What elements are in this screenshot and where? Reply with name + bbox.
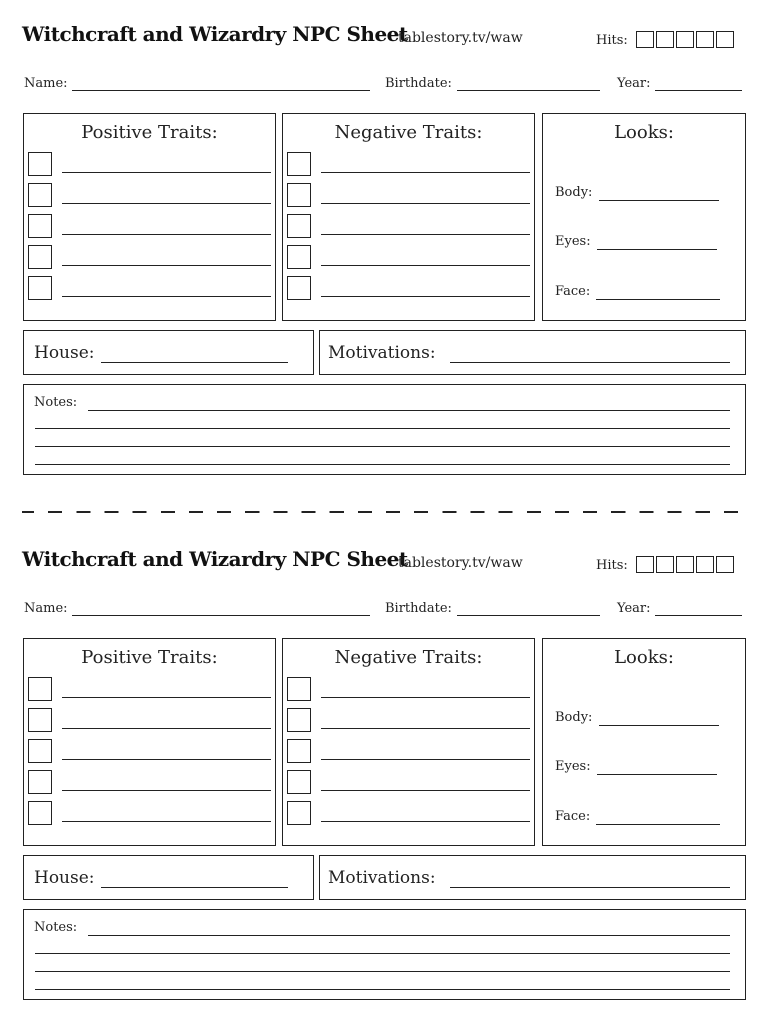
trait-row	[28, 708, 271, 734]
trait-checkbox[interactable]	[287, 770, 311, 794]
notes-box	[23, 384, 746, 475]
trait-checkbox[interactable]	[287, 276, 311, 300]
hit-checkbox[interactable]	[716, 31, 734, 48]
house-box	[23, 330, 314, 375]
face-label: Face:	[555, 284, 591, 299]
hit-checkbox[interactable]	[656, 31, 674, 48]
trait-field[interactable]	[62, 790, 271, 791]
body-field[interactable]	[599, 725, 719, 726]
trait-row	[28, 245, 271, 271]
face-field[interactable]	[596, 299, 720, 300]
trait-checkbox[interactable]	[287, 183, 311, 207]
notes-field[interactable]	[35, 446, 730, 447]
trait-field[interactable]	[62, 265, 271, 266]
trait-row	[287, 708, 530, 734]
hit-checkbox[interactable]	[696, 556, 714, 573]
motivations-label: Motivations:	[328, 343, 436, 363]
trait-row	[287, 739, 530, 765]
trait-checkbox[interactable]	[28, 214, 52, 238]
trait-field[interactable]	[321, 265, 530, 266]
hit-checkbox[interactable]	[716, 556, 734, 573]
motivations-field[interactable]	[450, 887, 730, 888]
trait-checkbox[interactable]	[28, 152, 52, 176]
trait-field[interactable]	[321, 728, 530, 729]
name-label: Name:	[24, 76, 68, 91]
year-field[interactable]	[655, 90, 742, 91]
birthdate-field[interactable]	[457, 90, 600, 91]
trait-checkbox[interactable]	[28, 739, 52, 763]
trait-row	[28, 770, 271, 796]
site-url: tablestory.tv/waw	[398, 555, 523, 571]
trait-field[interactable]	[321, 203, 530, 204]
birthdate-label: Birthdate:	[385, 76, 452, 91]
hits-label: Hits:	[596, 558, 628, 573]
trait-row	[287, 801, 530, 827]
trait-checkbox[interactable]	[28, 801, 52, 825]
body-field[interactable]	[599, 200, 719, 201]
cut-line-divider	[22, 511, 748, 513]
positive-traits-heading: Positive Traits:	[81, 647, 218, 668]
notes-field[interactable]	[35, 989, 730, 990]
trait-row	[28, 801, 271, 827]
trait-field[interactable]	[321, 790, 530, 791]
notes-field[interactable]	[88, 935, 730, 936]
name-field[interactable]	[72, 90, 370, 91]
trait-checkbox[interactable]	[287, 214, 311, 238]
notes-field[interactable]	[88, 410, 730, 411]
trait-field[interactable]	[62, 234, 271, 235]
face-field[interactable]	[596, 824, 720, 825]
trait-row	[287, 677, 530, 703]
notes-label: Notes:	[34, 395, 78, 410]
trait-row	[287, 245, 530, 271]
trait-row	[287, 214, 530, 240]
house-field[interactable]	[101, 887, 288, 888]
trait-checkbox[interactable]	[28, 677, 52, 701]
hits-tracker	[636, 31, 736, 48]
notes-field[interactable]	[35, 428, 730, 429]
notes-field[interactable]	[35, 971, 730, 972]
trait-field[interactable]	[62, 172, 271, 173]
motivations-box	[319, 855, 746, 900]
negative-traits-box	[282, 113, 535, 321]
trait-field[interactable]	[321, 172, 530, 173]
positive-traits-heading: Positive Traits:	[81, 122, 218, 143]
eyes-label: Eyes:	[555, 234, 591, 249]
negative-traits-heading: Negative Traits:	[334, 647, 483, 668]
trait-row	[28, 677, 271, 703]
trait-field[interactable]	[62, 203, 271, 204]
house-label: House:	[34, 343, 95, 363]
looks-heading: Looks:	[614, 647, 674, 668]
negative-traits-box	[282, 638, 535, 846]
trait-row	[28, 152, 271, 178]
trait-checkbox[interactable]	[287, 739, 311, 763]
motivations-field[interactable]	[450, 362, 730, 363]
trait-checkbox[interactable]	[287, 245, 311, 269]
trait-checkbox[interactable]	[287, 801, 311, 825]
name-label: Name:	[24, 601, 68, 616]
notes-label: Notes:	[34, 920, 78, 935]
trait-row	[28, 183, 271, 209]
looks-box	[542, 113, 746, 321]
year-label: Year:	[617, 76, 651, 91]
year-label: Year:	[617, 601, 651, 616]
trait-row	[28, 276, 271, 302]
eyes-label: Eyes:	[555, 759, 591, 774]
house-field[interactable]	[101, 362, 288, 363]
npc-sheet-top	[0, 0, 768, 480]
trait-row	[287, 183, 530, 209]
birthdate-label: Birthdate:	[385, 601, 452, 616]
trait-row	[28, 214, 271, 240]
trait-checkbox[interactable]	[28, 183, 52, 207]
trait-field[interactable]	[62, 759, 271, 760]
house-box	[23, 855, 314, 900]
trait-checkbox[interactable]	[28, 708, 52, 732]
trait-checkbox[interactable]	[28, 770, 52, 794]
hit-checkbox[interactable]	[696, 31, 714, 48]
trait-field[interactable]	[321, 697, 530, 698]
body-label: Body:	[555, 710, 593, 725]
positive-traits-box	[23, 638, 276, 846]
name-field[interactable]	[72, 615, 370, 616]
looks-heading: Looks:	[614, 122, 674, 143]
sheet-title: Witchcraft and Wizardry NPC Sheet	[22, 22, 408, 46]
notes-box	[23, 909, 746, 1000]
negative-traits-heading: Negative Traits:	[334, 122, 483, 143]
notes-field[interactable]	[35, 953, 730, 954]
hit-checkbox[interactable]	[676, 31, 694, 48]
year-field[interactable]	[655, 615, 742, 616]
motivations-label: Motivations:	[328, 868, 436, 888]
sheet-title: Witchcraft and Wizardry NPC Sheet	[22, 547, 408, 571]
trait-field[interactable]	[62, 697, 271, 698]
trait-row	[287, 276, 530, 302]
face-label: Face:	[555, 809, 591, 824]
trait-field[interactable]	[62, 728, 271, 729]
body-label: Body:	[555, 185, 593, 200]
hit-checkbox[interactable]	[636, 31, 654, 48]
hit-checkbox[interactable]	[636, 556, 654, 573]
trait-field[interactable]	[62, 296, 271, 297]
trait-field[interactable]	[321, 296, 530, 297]
trait-field[interactable]	[62, 821, 271, 822]
trait-checkbox[interactable]	[287, 152, 311, 176]
eyes-field[interactable]	[597, 249, 717, 250]
trait-checkbox[interactable]	[28, 276, 52, 300]
hits-label: Hits:	[596, 33, 628, 48]
notes-field[interactable]	[35, 464, 730, 465]
hit-checkbox[interactable]	[656, 556, 674, 573]
eyes-field[interactable]	[597, 774, 717, 775]
trait-field[interactable]	[321, 821, 530, 822]
trait-row	[28, 739, 271, 765]
site-url: tablestory.tv/waw	[398, 30, 523, 46]
looks-box	[542, 638, 746, 846]
motivations-box	[319, 330, 746, 375]
npc-sheet-bottom	[0, 525, 768, 1005]
hit-checkbox[interactable]	[676, 556, 694, 573]
trait-field[interactable]	[321, 234, 530, 235]
positive-traits-box	[23, 113, 276, 321]
birthdate-field[interactable]	[457, 615, 600, 616]
trait-row	[287, 152, 530, 178]
trait-checkbox[interactable]	[287, 677, 311, 701]
trait-checkbox[interactable]	[28, 245, 52, 269]
trait-checkbox[interactable]	[287, 708, 311, 732]
trait-row	[287, 770, 530, 796]
house-label: House:	[34, 868, 95, 888]
trait-field[interactable]	[321, 759, 530, 760]
hits-tracker	[636, 556, 736, 573]
